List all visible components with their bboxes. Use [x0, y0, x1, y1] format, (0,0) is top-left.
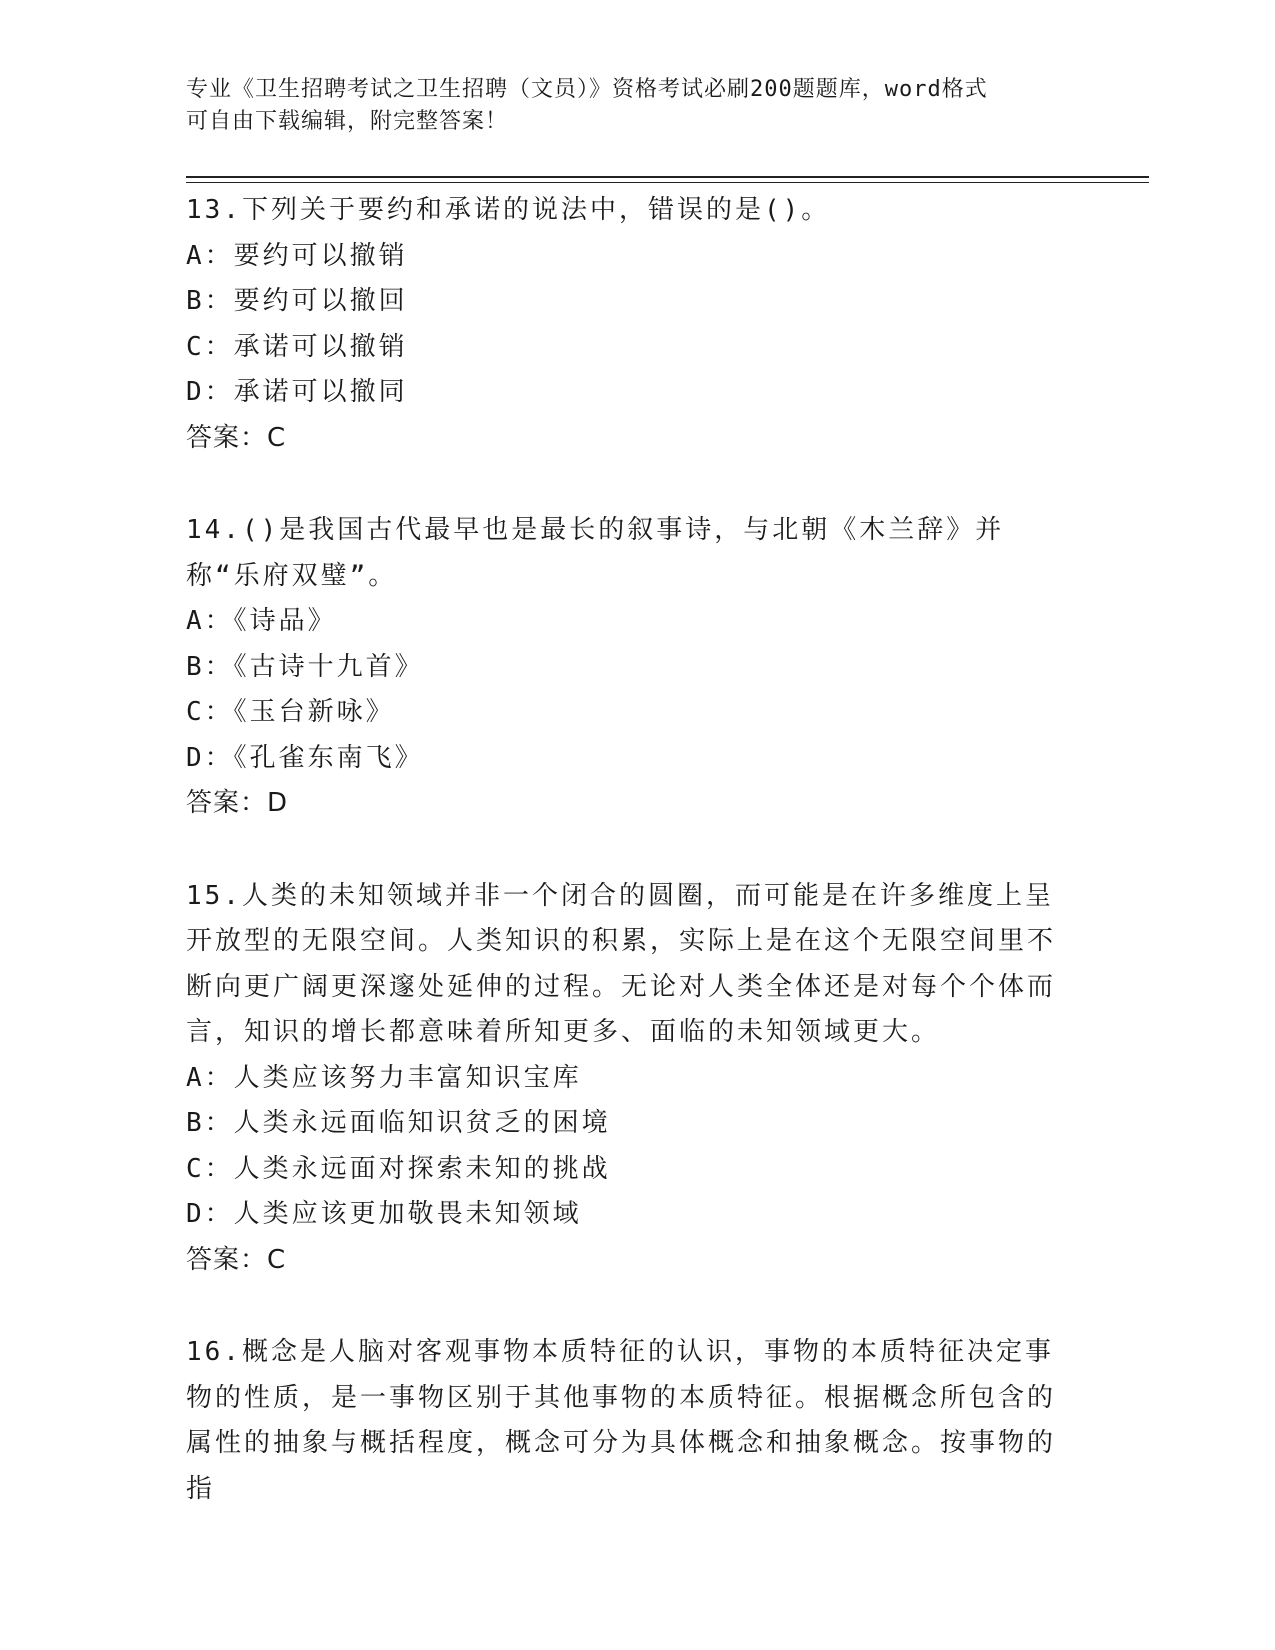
- option-letter: D: [186, 742, 205, 773]
- option-letter: B: [186, 286, 205, 316]
- option-b: B：人类永远面临知识贫乏的困境: [186, 1108, 611, 1138]
- question-stem: 15.人类的未知领域并非一个闭合的圆圈，而可能是在许多维度上呈开放型的无限空间。人类知识的积累，实际上是在这个无限空间里不断向更广阔更深邃处延伸的过程。无论对人类全体还是对每个个体而言，知识的增长都意味着所知更多、面临的未知领域更大。: [186, 880, 1057, 1047]
- option-text: 人类永远面对探索未知的挑战: [233, 1153, 611, 1184]
- answer-value: C: [267, 1244, 287, 1275]
- option-letter: D: [186, 1199, 205, 1229]
- option-letter: A: [186, 1062, 205, 1093]
- option-text: 承诺可以撤销: [233, 331, 408, 362]
- question-14: [186, 508, 1066, 827]
- option-text: 人类永远面临知识贫乏的困境: [233, 1108, 611, 1138]
- option-letter: D: [186, 377, 205, 407]
- option-d: D：《孔雀东南飞》: [186, 742, 424, 773]
- option-text: 《玉台新咏》: [233, 697, 395, 727]
- option-text: 《孔雀东南飞》: [233, 742, 424, 773]
- option-a: A：要约可以撤销: [186, 240, 408, 271]
- document-header: [186, 74, 1066, 138]
- answer-line: [186, 781, 1066, 827]
- answer-label: 答案：: [186, 788, 268, 818]
- answer-value: C: [267, 422, 287, 453]
- option-c: C：人类永远面对探索未知的挑战: [186, 1153, 611, 1184]
- question-16: [186, 1330, 1066, 1512]
- question-stem: 14.()是我国古代最早也是最长的叙事诗，与北朝《木兰辞》并称“乐府双璧”。: [186, 515, 1005, 591]
- question-stem: 16.概念是人脑对客观事物本质特征的认识，事物的本质特征决定事物的性质，是一事物区别于其他事物的本质特征。根据概念所包含的属性的抽象与概括程度，概念可分为具体概念和抽象概念。按事物的指: [186, 1337, 1057, 1504]
- option-text: 《古诗十九首》: [233, 651, 424, 682]
- header-divider: [186, 176, 1149, 183]
- answer-value: D: [267, 788, 289, 818]
- option-d: D：承诺可以撤同: [186, 377, 408, 407]
- question-13: [186, 188, 1066, 461]
- option-d: D：人类应该更加敬畏未知领域: [186, 1199, 582, 1229]
- option-a: A：人类应该努力丰富知识宝库: [186, 1062, 582, 1093]
- option-text: 人类应该更加敬畏未知领域: [233, 1199, 582, 1229]
- header-line-2: 可自由下载编辑，附完整答案！: [186, 109, 509, 134]
- option-c: C：《玉台新咏》: [186, 697, 395, 727]
- option-text: 要约可以撤销: [233, 240, 408, 271]
- answer-line: [186, 416, 1066, 462]
- option-c: C：承诺可以撤销: [186, 331, 408, 362]
- option-text: 《诗品》: [233, 606, 337, 636]
- question-15: [186, 874, 1066, 1284]
- option-b: B：《古诗十九首》: [186, 651, 424, 682]
- option-letter: A: [186, 606, 205, 636]
- option-letter: C: [186, 697, 205, 727]
- question-list: [186, 188, 1066, 1559]
- option-letter: B: [186, 651, 205, 682]
- header-line-1: 专业《卫生招聘考试之卫生招聘（文员）》资格考试必刷200题题库，word格式: [186, 77, 988, 102]
- option-letter: A: [186, 240, 205, 271]
- question-stem: 13.下列关于要约和承诺的说法中，错误的是()。: [186, 195, 831, 225]
- option-text: 人类应该努力丰富知识宝库: [233, 1062, 582, 1093]
- answer-label: 答案：: [186, 1244, 268, 1275]
- option-letter: C: [186, 331, 205, 362]
- option-text: 要约可以撤回: [233, 286, 408, 316]
- option-letter: B: [186, 1108, 205, 1138]
- option-a: A：《诗品》: [186, 606, 337, 636]
- option-text: 承诺可以撤同: [233, 377, 408, 407]
- answer-label: 答案：: [186, 422, 268, 453]
- option-letter: C: [186, 1153, 205, 1184]
- answer-line: [186, 1238, 1066, 1284]
- option-b: B：要约可以撤回: [186, 286, 408, 316]
